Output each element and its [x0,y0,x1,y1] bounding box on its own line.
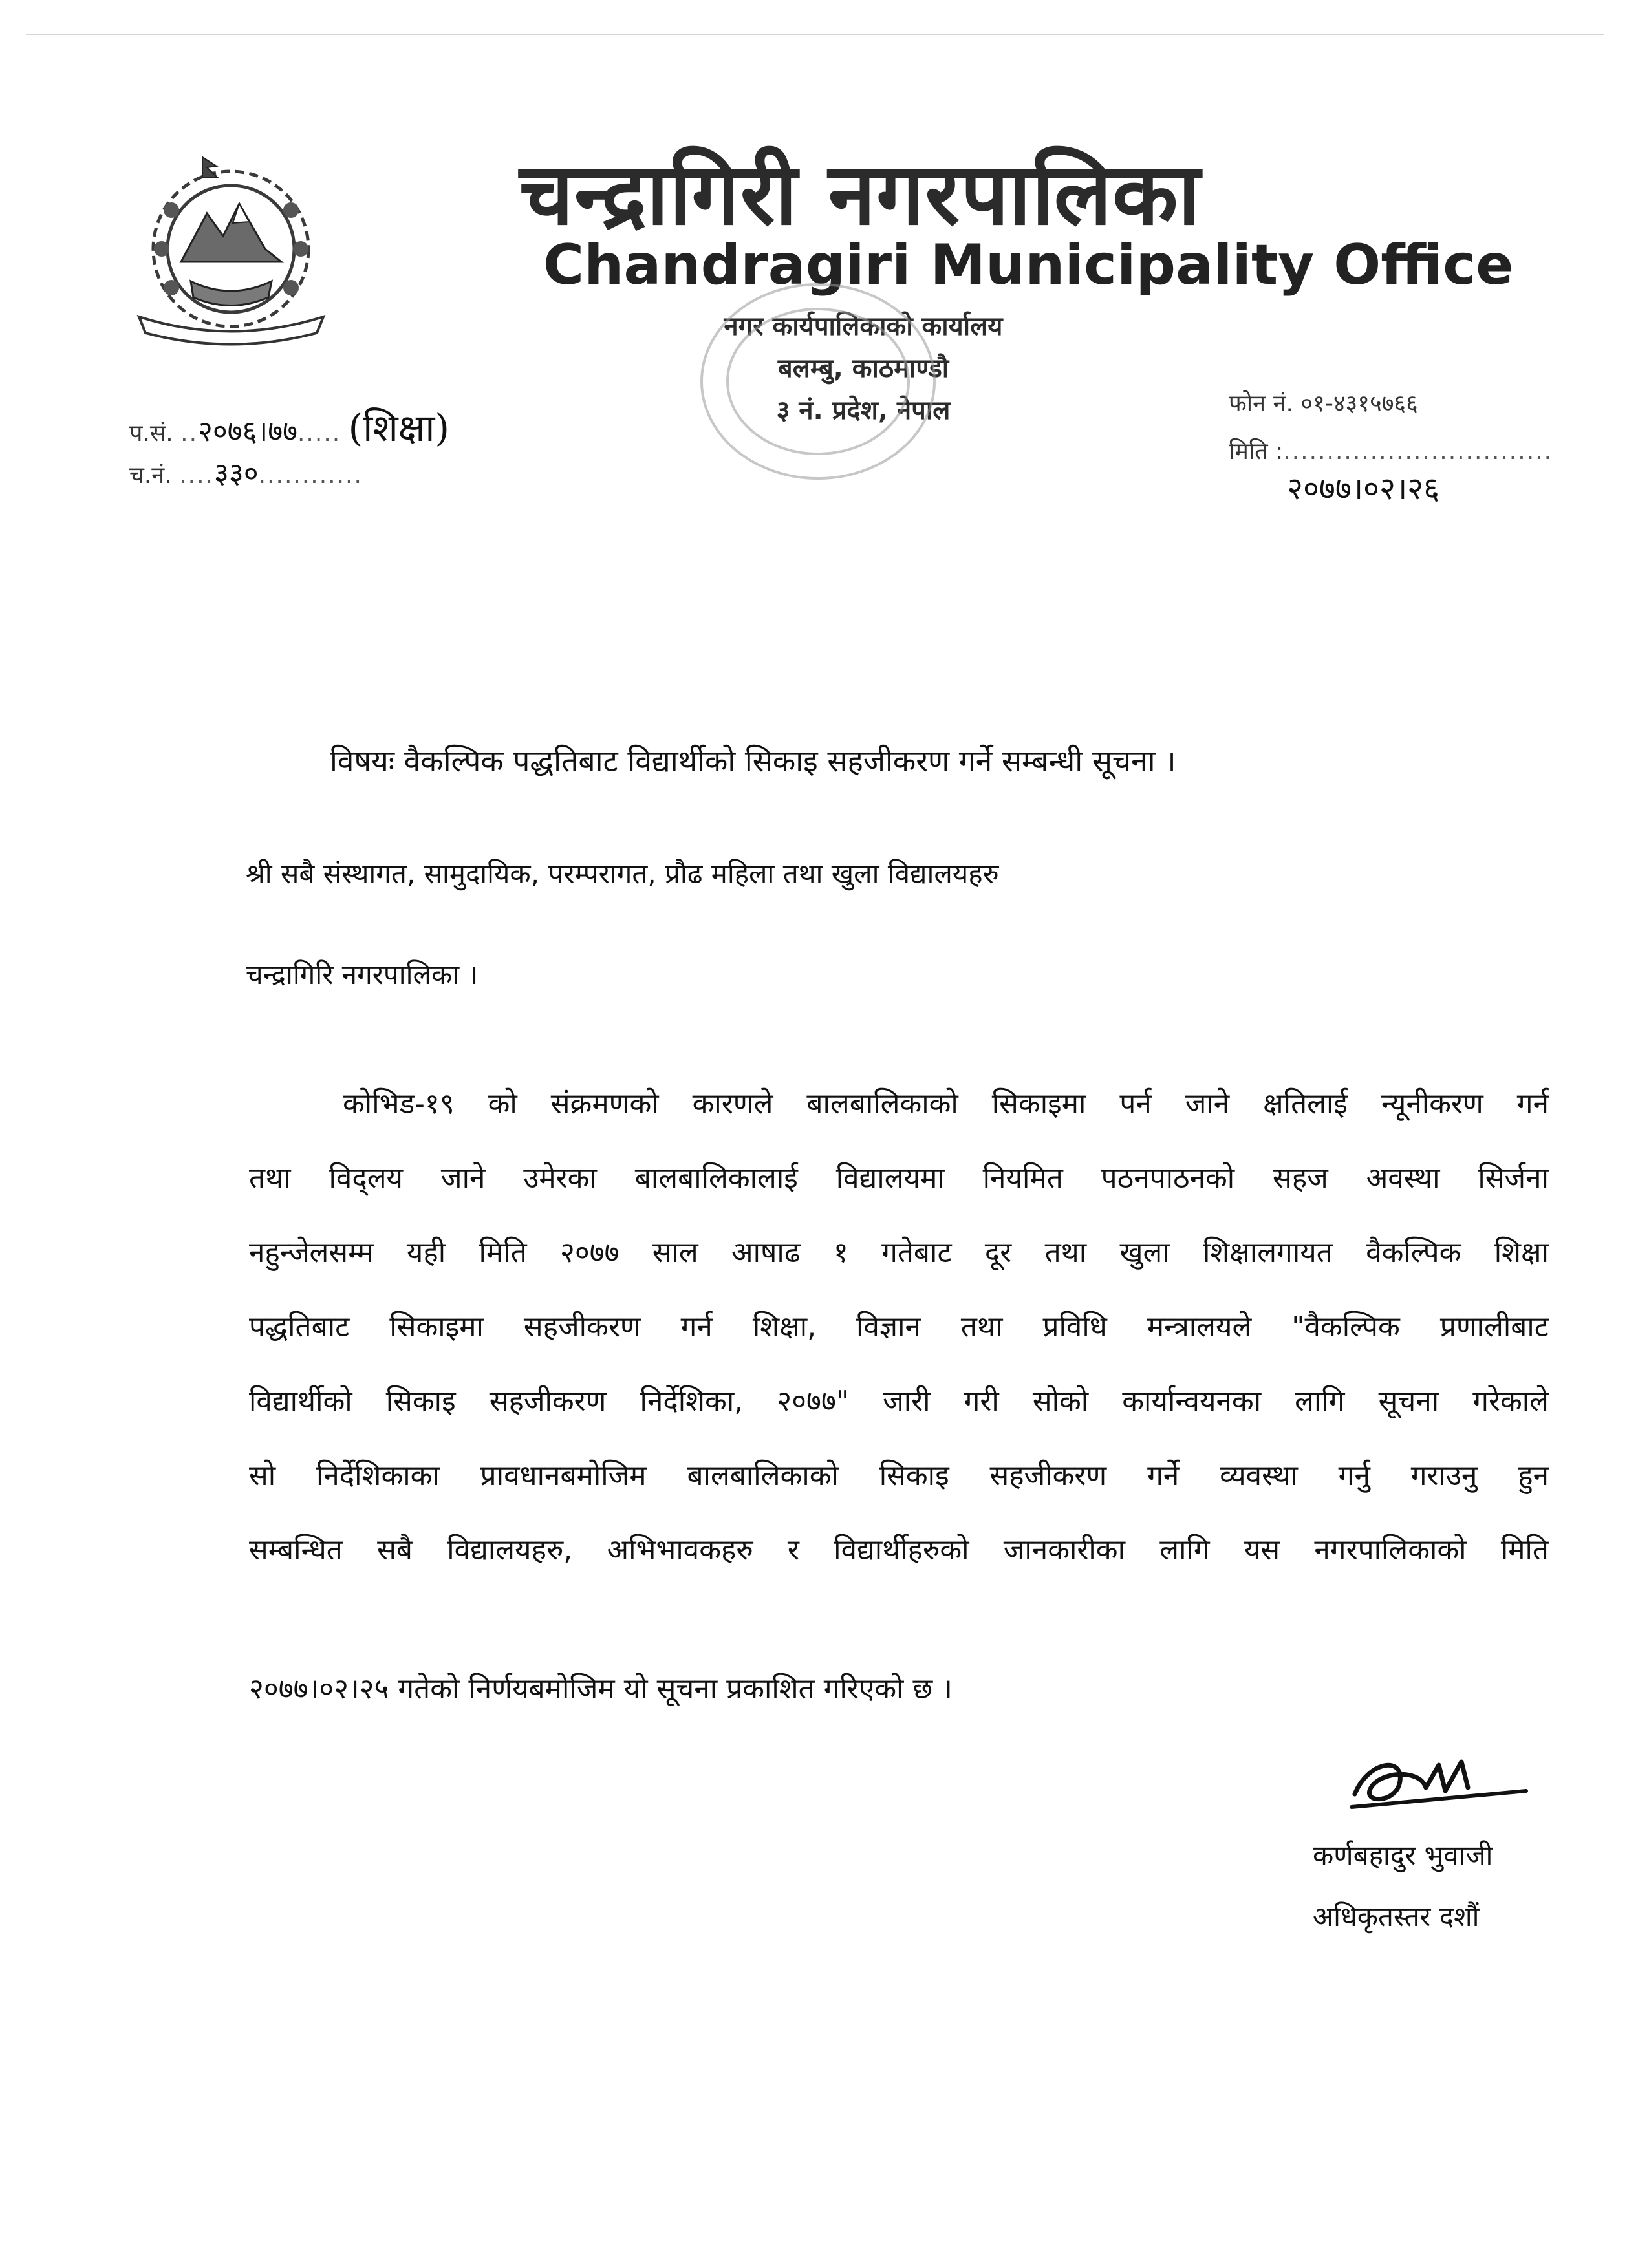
body-line: सो निर्देशिकाका प्रावधानबमोजिम बालबालिकाको सिकाइ सहजीकरण गर्ने व्यवस्था गर्नु गराउनु हुन [249,1459,1549,1492]
signatory-designation: अधिकृतस्तर दशौं [1313,1901,1480,1932]
ps-dots: .. [180,420,199,447]
addressee-line-2: चन्द्रागिरि नगरपालिका । [246,959,479,990]
office-address: बलम्बु, काठमाण्डौ [777,354,949,383]
cn-dots-trail: ............ [258,462,363,489]
cn-dots: .... [179,462,214,489]
body-line: नहुन्जेलसम्म यही मिति २०७७ साल आषाढ १ गतेबाट दूर तथा खुला शिक्षालगायत वैकल्पिक शिक्षा [249,1236,1549,1269]
ps-value: २०७६।७७ [198,415,297,448]
body-line: २०७७।०२।२५ गतेको निर्णयबमोजिम यो सूचना प्रकाशित गरिएको छ । [249,1673,953,1706]
office-province: ३ नं. प्रदेश, नेपाल [776,396,951,425]
date-dots: ............................... [1283,438,1553,465]
ps-label: प.सं. [129,420,173,447]
municipality-subtitle: Chandragiri Municipality Office [543,233,1514,297]
body-line: विद्यार्थीको सिकाइ सहजीकरण निर्देशिका, २०७७" जारी गरी सोको कार्यान्वयनका लागि सूचना गरेकाले [249,1385,1549,1418]
ps-dots-trail: ..... [297,420,341,447]
body-line: पद्धतिबाट सिकाइमा सहजीकरण गर्न शिक्षा, विज्ञान तथा प्रविधि मन्त्रालयले "वैकल्पिक प्रणालीबाट [249,1311,1549,1343]
body-line: सम्बन्धित सबै विद्यालयहरु, अभिभावकहरु र विद्यार्थीहरुको जानकारीका लागि यस नगरपालिकाको मिति [249,1534,1549,1567]
addressee-line-1: श्री सबै संस्थागत, सामुदायिक, परम्परागत, प्रौढ महिला तथा खुला विद्यालयहरु [246,858,999,890]
date-value: २०७७।०२।२६ [1287,471,1440,507]
signatory-name: कर्णबहादुर भुवाजी [1313,1839,1493,1871]
body-line: कोभिड-१९ को संक्रमणको कारणले बालबालिकाको सिकाइमा पर्न जाने क्षतिलाई न्यूनीकरण गर्न [343,1087,1549,1120]
handwritten-signature-icon [1342,1742,1529,1820]
reference-ps-line [129,401,449,452]
cn-value: ३३० [213,457,259,490]
ps-suffix: (शिक्षा) [348,406,449,450]
reference-cn-line [129,453,363,491]
nepal-government-emblem-icon [126,152,336,356]
date-label: मिति : [1229,438,1284,465]
letter-subject: विषयः वैकल्पिक पद्धतिबाट विद्यार्थीको सिकाइ सहजीकरण गर्ने सम्बन्धी सूचना । [330,744,1176,778]
office-seal-stamp-icon [692,275,944,488]
page-top-rule [26,34,1604,35]
cn-label: च.नं. [129,462,172,489]
phone-line [1229,387,1418,418]
phone-value: ०१-४३१५७६६ [1300,390,1418,417]
date-line [1229,434,1553,466]
phone-label: फोन नं. [1229,390,1293,417]
municipality-title: चन्द्रागिरी नगरपालिका [519,145,1201,244]
body-line: तथा विद्लय जाने उमेरका बालबालिकालाई विद्यालयमा नियमित पठनपाठनको सहज अवस्था सिर्जना [249,1162,1549,1195]
office-name: नगर कार्यपालिकाको कार्यालय [724,312,1003,341]
